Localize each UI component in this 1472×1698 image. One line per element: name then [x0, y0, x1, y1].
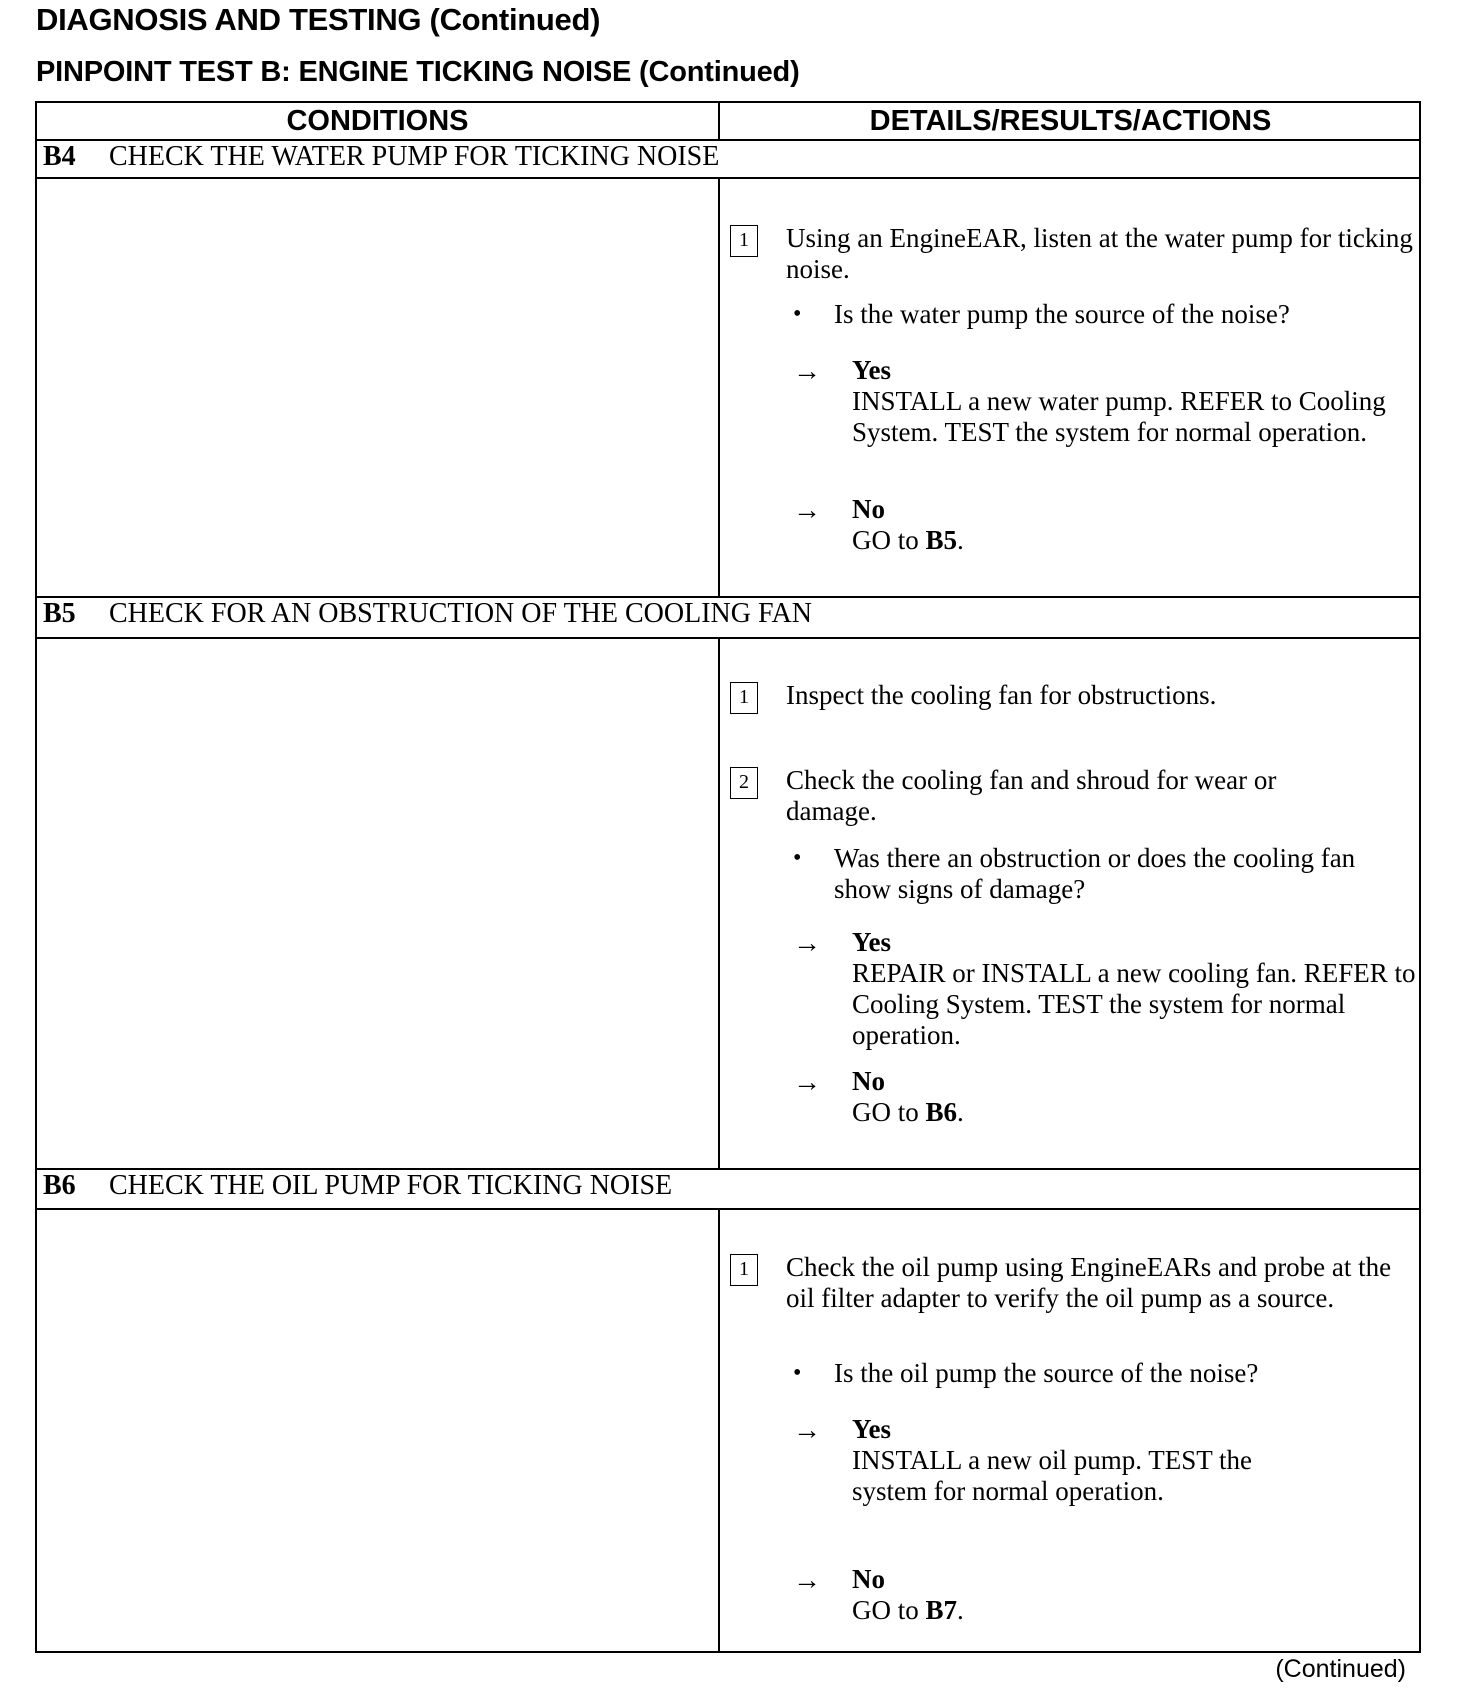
b4-yes-result	[852, 355, 1422, 448]
action-number-box: 1	[730, 682, 758, 714]
b5-action-2-text: Check the cooling fan and shroud for wear or damage.	[786, 765, 1277, 826]
period: .	[957, 1595, 964, 1625]
action-number-box: 1	[730, 1254, 758, 1286]
continued-footer: (Continued)	[1275, 1655, 1406, 1683]
b5-no-text: GO to	[852, 1097, 919, 1127]
page-title: DIAGNOSIS AND TESTING (Continued)	[36, 2, 601, 37]
pinpoint-test-table	[35, 101, 1421, 1653]
step-b5-heading	[43, 598, 812, 630]
header-details: DETAILS/RESULTS/ACTIONS	[869, 105, 1272, 137]
bullet-icon: •	[793, 1360, 802, 1386]
step-b6-heading	[43, 1170, 672, 1202]
b5-action-1-text: Inspect the cooling fan for obstructions.	[786, 680, 1217, 710]
b4-no-result	[852, 494, 1412, 556]
b6-no-text: GO to	[852, 1595, 919, 1625]
column-divider	[718, 103, 720, 141]
arrow-icon: →	[793, 1415, 821, 1446]
bullet-icon: •	[793, 301, 802, 327]
step-b6-title: CHECK THE OIL PUMP FOR TICKING NOISE	[109, 1170, 673, 1201]
step-b5-id: B5	[43, 598, 76, 629]
step-b5-title: CHECK FOR AN OBSTRUCTION OF THE COOLING FAN	[109, 598, 812, 629]
step-b4-heading	[43, 141, 719, 173]
yes-label: Yes	[852, 927, 891, 957]
divider	[37, 177, 1419, 179]
b5-yes-text: REPAIR or INSTALL a new cooling fan. REFER to Cooling System. TEST the system for normal operation.	[852, 958, 1416, 1050]
b5-yes-result	[852, 927, 1422, 1051]
arrow-icon: →	[793, 1565, 821, 1596]
divider	[37, 1208, 1419, 1210]
b6-no-result	[852, 1564, 1412, 1626]
b4-action-1-text: Using an EngineEAR, listen at the water pump for ticking noise.	[786, 223, 1413, 284]
b5-no-result	[852, 1066, 1412, 1128]
arrow-icon: →	[793, 495, 821, 526]
b6-yes-text: INSTALL a new oil pump. TEST the system for normal operation.	[852, 1445, 1253, 1506]
b6-question: Is the oil pump the source of the noise?	[834, 1358, 1259, 1388]
action-number-box: 1	[730, 225, 758, 257]
arrow-icon: →	[793, 928, 821, 959]
b4-no-target: B5	[925, 525, 958, 555]
b4-yes-text: INSTALL a new water pump. REFER to Cooling System. TEST the system for normal operation.	[852, 386, 1386, 447]
step-b6-id: B6	[43, 1170, 76, 1201]
no-label: No	[852, 1564, 885, 1594]
bullet-icon: •	[793, 845, 802, 871]
arrow-icon: →	[793, 1067, 821, 1098]
column-divider	[718, 1208, 720, 1653]
divider	[37, 637, 1419, 639]
b4-no-text: GO to	[852, 525, 919, 555]
b4-question: Is the water pump the source of the noise?	[834, 299, 1290, 329]
b6-action-1-text: Check the oil pump using EngineEARs and probe at the oil filter adapter to verify the oil pump as a source.	[786, 1252, 1392, 1313]
period: .	[957, 525, 964, 555]
action-number-box: 2	[730, 767, 758, 799]
period: .	[957, 1097, 964, 1127]
yes-label: Yes	[852, 355, 891, 385]
b5-question: Was there an obstruction or does the cooling fan show signs of damage?	[834, 843, 1356, 904]
b5-no-target: B6	[925, 1097, 958, 1127]
step-b4-title: CHECK THE WATER PUMP FOR TICKING NOISE	[109, 141, 720, 172]
column-divider	[718, 637, 720, 1170]
step-b4-id: B4	[43, 141, 76, 172]
column-divider	[718, 177, 720, 598]
test-title: PINPOINT TEST B: ENGINE TICKING NOISE (Continued)	[36, 56, 800, 88]
b6-no-target: B7	[925, 1595, 958, 1625]
yes-label: Yes	[852, 1414, 891, 1444]
b6-yes-result	[852, 1414, 1322, 1507]
no-label: No	[852, 494, 885, 524]
arrow-icon: →	[793, 356, 821, 387]
no-label: No	[852, 1066, 885, 1096]
header-conditions: CONDITIONS	[286, 105, 469, 137]
